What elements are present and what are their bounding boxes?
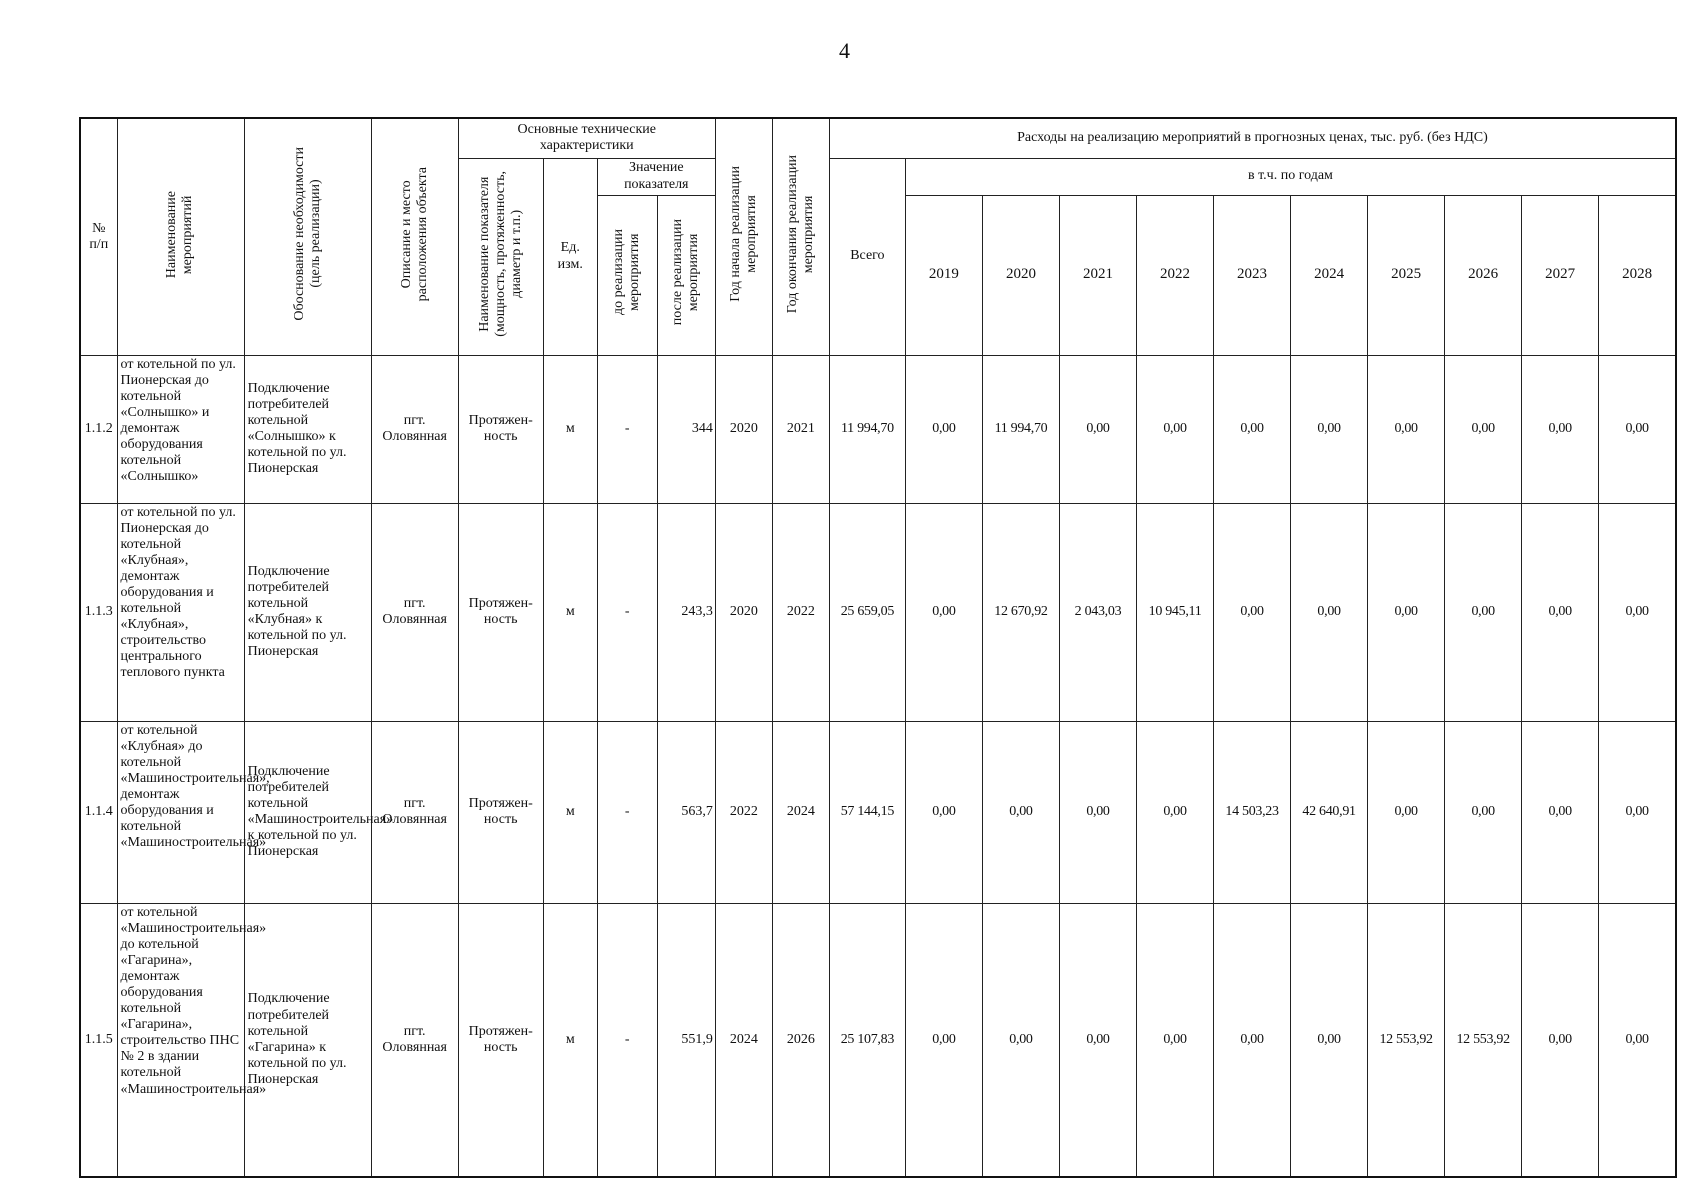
row-unit: м (543, 503, 597, 721)
row-reason: Подключение потребителей котельной «Машиностроительная» к котельной по ул. Пионерская (244, 721, 371, 903)
row-year-value: 0,00 (982, 903, 1059, 1177)
row-year-value: 42 640,91 (1291, 721, 1368, 903)
row-year-value: 0,00 (1522, 503, 1599, 721)
row-indicator: Протяжен-ность (458, 721, 543, 903)
row-year-value: 0,00 (982, 721, 1059, 903)
row-year-value: 0,00 (1599, 503, 1676, 721)
row-year-value: 12 553,92 (1445, 903, 1522, 1177)
row-year-value: 0,00 (1059, 903, 1136, 1177)
row-year-value: 0,00 (1445, 503, 1522, 721)
header-year: 2024 (1291, 195, 1368, 355)
table-header (80, 118, 1676, 355)
header-indicator: Наименование показателя (мощность, протяженность, диаметр и т.п.) (458, 158, 543, 355)
header-year: 2021 (1059, 195, 1136, 355)
row-start: 2020 (715, 355, 772, 503)
row-year-value: 0,00 (1368, 721, 1445, 903)
row-before: - (597, 721, 657, 903)
row-before: - (597, 903, 657, 1177)
header-year: 2027 (1522, 195, 1599, 355)
row-year-value: 0,00 (1137, 355, 1214, 503)
table-row (80, 903, 1676, 1177)
row-year-value: 0,00 (1368, 503, 1445, 721)
row-year-value: 0,00 (1137, 721, 1214, 903)
row-start: 2022 (715, 721, 772, 903)
row-year-value: 0,00 (905, 903, 982, 1177)
row-year-value: 0,00 (1599, 721, 1676, 903)
row-reason: Подключение потребителей котельной «Клубная» к котельной по ул. Пионерская (244, 503, 371, 721)
header-year: 2019 (905, 195, 982, 355)
row-indicator: Протяжен-ность (458, 903, 543, 1177)
row-year-value: 0,00 (1059, 721, 1136, 903)
header-year: 2023 (1214, 195, 1291, 355)
row-year-value: 0,00 (905, 503, 982, 721)
header-no: № п/п (80, 118, 117, 355)
header-costs: Расходы на реализацию мероприятий в прогнозных ценах, тыс. руб. (без НДС) (829, 118, 1676, 158)
row-year-value: 12 553,92 (1368, 903, 1445, 1177)
header-after: после реализации мероприятия (657, 195, 715, 355)
row-location: пгт. Оловянная (371, 721, 458, 903)
row-total: 25 659,05 (829, 503, 905, 721)
header-by-years: в т.ч. по годам (905, 158, 1676, 195)
row-year-value: 0,00 (1522, 355, 1599, 503)
row-reason: Подключение потребителей котельной «Гагарина» к котельной по ул. Пионерская (244, 903, 371, 1177)
row-year-value: 0,00 (1445, 721, 1522, 903)
row-year-value: 0,00 (905, 721, 982, 903)
row-name: от котельной «Машиностроительная» до котельной «Гагарина», демонтаж оборудования котельной «Гагарина», строительство ПНС № 2 в здании котельной «Машиностроительная» (117, 903, 244, 1177)
row-indicator: Протяжен-ность (458, 503, 543, 721)
header-location: Описание и место расположения объекта (371, 118, 458, 355)
measures-table (79, 117, 1677, 1178)
row-start: 2024 (715, 903, 772, 1177)
row-year-value: 0,00 (1214, 503, 1291, 721)
header-end-year: Год окончания реализации мероприятия (772, 118, 829, 355)
table-row (80, 721, 1676, 903)
row-location: пгт. Оловянная (371, 355, 458, 503)
row-year-value: 0,00 (1137, 903, 1214, 1177)
row-location: пгт. Оловянная (371, 903, 458, 1177)
table-row (80, 355, 1676, 503)
row-start: 2020 (715, 503, 772, 721)
row-end: 2024 (772, 721, 829, 903)
row-year-value: 0,00 (1368, 355, 1445, 503)
row-year-value: 0,00 (1445, 355, 1522, 503)
row-unit: м (543, 721, 597, 903)
row-year-value: 0,00 (1291, 503, 1368, 721)
header-unit: Ед. изм. (543, 158, 597, 355)
row-year-value: 12 670,92 (982, 503, 1059, 721)
row-year-value: 0,00 (1599, 903, 1676, 1177)
header-year: 2026 (1445, 195, 1522, 355)
row-reason: Подключение потребителей котельной «Солнышко» к котельной по ул. Пионерская (244, 355, 371, 503)
row-year-value: 0,00 (905, 355, 982, 503)
row-year-value: 0,00 (1599, 355, 1676, 503)
row-before: - (597, 503, 657, 721)
row-year-value: 0,00 (1522, 721, 1599, 903)
row-no: 1.1.5 (80, 903, 117, 1177)
header-year: 2020 (982, 195, 1059, 355)
row-unit: м (543, 903, 597, 1177)
row-total: 25 107,83 (829, 903, 905, 1177)
row-total: 11 994,70 (829, 355, 905, 503)
row-indicator: Протяжен-ность (458, 355, 543, 503)
row-no: 1.1.2 (80, 355, 117, 503)
row-location: пгт. Оловянная (371, 503, 458, 721)
row-year-value: 0,00 (1214, 903, 1291, 1177)
table-row (80, 503, 1676, 721)
header-start-year: Год начала реализации мероприятия (715, 118, 772, 355)
header-reason: Обоснование необходимости (цель реализации) (244, 118, 371, 355)
row-end: 2021 (772, 355, 829, 503)
header-tech: Основные технические характеристики (458, 118, 715, 158)
row-year-value: 14 503,23 (1214, 721, 1291, 903)
row-after: 243,3 (657, 503, 715, 721)
header-name: Наименование мероприятий (117, 118, 244, 355)
header-year: 2022 (1137, 195, 1214, 355)
row-after: 563,7 (657, 721, 715, 903)
row-year-value: 0,00 (1522, 903, 1599, 1177)
row-unit: м (543, 355, 597, 503)
header-year: 2025 (1368, 195, 1445, 355)
row-after: 344 (657, 355, 715, 503)
row-no: 1.1.3 (80, 503, 117, 721)
row-before: - (597, 355, 657, 503)
row-year-value: 0,00 (1291, 903, 1368, 1177)
row-end: 2022 (772, 503, 829, 721)
row-name: от котельной «Клубная» до котельной «Машиностроительная», демонтаж оборудования и котельной «Машиностроительная» (117, 721, 244, 903)
row-year-value: 2 043,03 (1059, 503, 1136, 721)
table-body (80, 355, 1676, 1177)
row-name: от котельной по ул. Пионерская до котельной «Солнышко» и демонтаж оборудования котельной «Солнышко» (117, 355, 244, 503)
row-end: 2026 (772, 903, 829, 1177)
row-after: 551,9 (657, 903, 715, 1177)
row-year-value: 0,00 (1214, 355, 1291, 503)
row-year-value: 0,00 (1059, 355, 1136, 503)
header-value: Значение показателя (597, 158, 715, 195)
page-number: 4 (839, 38, 850, 63)
header-year: 2028 (1599, 195, 1676, 355)
row-no: 1.1.4 (80, 721, 117, 903)
row-year-value: 11 994,70 (982, 355, 1059, 503)
row-year-value: 10 945,11 (1137, 503, 1214, 721)
row-name: от котельной по ул. Пионерская до котельной «Клубная», демонтаж оборудования и котельной «Клубная», строительство центрального теплового пункта (117, 503, 244, 721)
header-before: до реализации мероприятия (597, 195, 657, 355)
row-total: 57 144,15 (829, 721, 905, 903)
header-total: Всего (829, 158, 905, 355)
row-year-value: 0,00 (1291, 355, 1368, 503)
